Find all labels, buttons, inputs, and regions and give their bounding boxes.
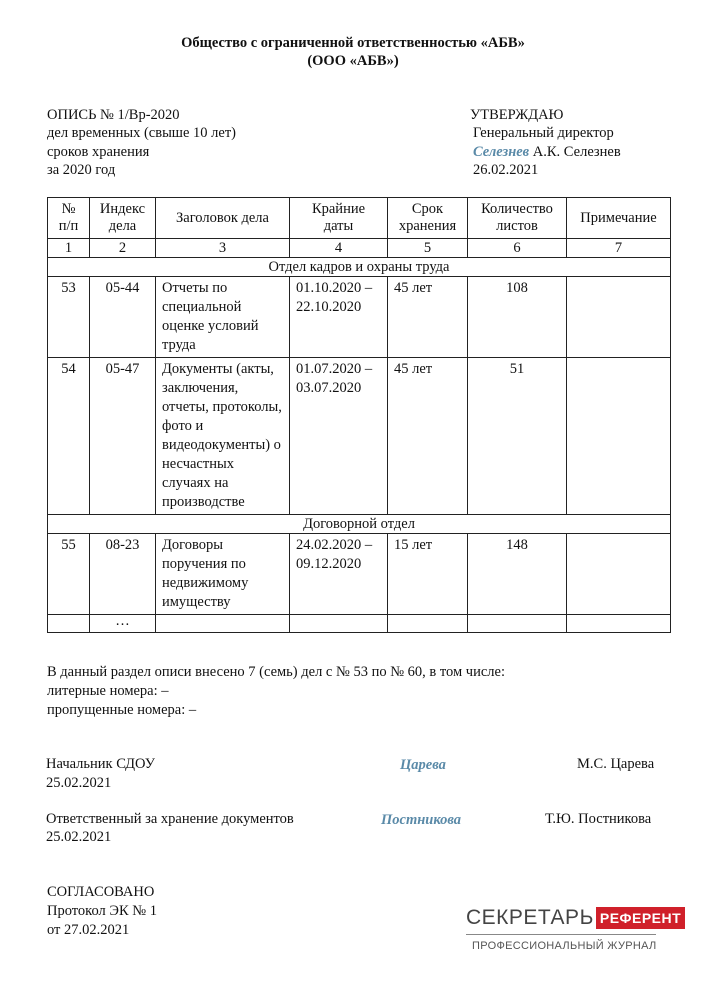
inventory-table [47,197,671,633]
organization-short-name: (ООО «АБВ») [307,53,399,69]
table-row [48,534,671,615]
table-header-row [48,198,671,239]
signer-date: 25.02.2021 [46,775,112,791]
case-note [567,277,671,358]
case-index: 05-44 [90,277,156,358]
column-number: 2 [90,239,156,258]
column-header: Количество листов [468,198,567,239]
row-number: 55 [48,534,90,615]
signer-position: Ответственный за хранение документов [46,811,294,827]
signer-date: 25.02.2021 [46,829,112,845]
summary-text: В данный раздел описи внесено 7 (семь) дел с № 53 по № 60, в том числе: [47,664,505,680]
case-dates: 01.10.2020 – 22.10.2020 [290,277,388,358]
sheet-count: 108 [468,277,567,358]
logo-subtitle: ПРОФЕССИОНАЛЬНЫЙ ЖУРНАЛ [472,940,657,952]
case-note [567,534,671,615]
column-header: Заголовок дела [156,198,290,239]
sheet-count: 148 [468,534,567,615]
signature-image: Царева [400,757,446,773]
retention-term: 45 лет [388,358,468,515]
case-index: 08-23 [90,534,156,615]
logo-badge: РЕФЕРЕНТ [596,907,685,929]
logo-divider [466,934,656,935]
case-title: Документы (акты, заключения, отчеты, протоколы, фото и видеодокументы) о несчастных случаях на производстве [156,358,290,515]
column-header: № п/п [48,198,90,239]
column-numbers-row [48,239,671,258]
case-title: Отчеты по специальной оценке условий труда [156,277,290,358]
section-header-row [48,515,671,534]
organization-full-name: Общество с ограниченной ответственностью «АБВ» [181,35,525,51]
table-row-ellipsis [48,615,671,633]
agreed-title: СОГЛАСОВАНО [47,884,155,900]
section-title: Договорной отдел [48,515,671,534]
summary-letter-numbers: литерные номера: – [47,683,169,699]
column-number: 7 [567,239,671,258]
signature-image: Постникова [381,812,462,828]
column-header: Крайние даты [290,198,388,239]
approval-date: 26.02.2021 [473,162,539,178]
column-number: 5 [388,239,468,258]
summary-missing-numbers: пропущенные номера: – [47,702,197,718]
column-number: 1 [48,239,90,258]
agreed-date: от 27.02.2021 [47,922,130,938]
case-index: 05-47 [90,358,156,515]
case-note [567,358,671,515]
case-title: Договоры поручения по недвижимому имуществу [156,534,290,615]
column-number: 6 [468,239,567,258]
sheet-count: 51 [468,358,567,515]
approval-position: Генеральный директор [473,125,614,141]
magazine-logo [466,906,685,952]
column-header: Примечание [567,198,671,239]
ellipsis: … [90,615,156,633]
inventory-subtitle-line: сроков хранения [47,144,150,160]
agreed-protocol: Протокол ЭК № 1 [47,903,157,919]
signer-name: М.С. Царева [577,756,655,772]
section-title: Отдел кадров и охраны труда [48,258,671,277]
row-number: 53 [48,277,90,358]
approval-title: УТВЕРЖДАЮ [470,107,564,123]
column-header: Индекс дела [90,198,156,239]
logo-brand: СЕКРЕТАРЬ [466,906,594,929]
column-number: 4 [290,239,388,258]
section-header-row [48,258,671,277]
approval-signature-line [473,144,621,161]
case-dates: 24.02.2020 – 09.12.2020 [290,534,388,615]
table-row [48,277,671,358]
column-header: Срок хранения [388,198,468,239]
inventory-title: ОПИСЬ № 1/Вр-2020 [47,107,180,123]
signer-position: Начальник СДОУ [46,756,155,772]
column-number: 3 [156,239,290,258]
inventory-year: за 2020 год [47,162,116,178]
retention-term: 15 лет [388,534,468,615]
signer-name: Т.Ю. Постникова [545,811,652,827]
table-row [48,358,671,515]
director-signature: Селезнев [473,144,530,160]
row-number: 54 [48,358,90,515]
director-name: А.К. Селезнев [532,144,621,160]
retention-term: 45 лет [388,277,468,358]
inventory-subtitle-line: дел временных (свыше 10 лет) [47,125,236,141]
case-dates: 01.07.2020 – 03.07.2020 [290,358,388,515]
